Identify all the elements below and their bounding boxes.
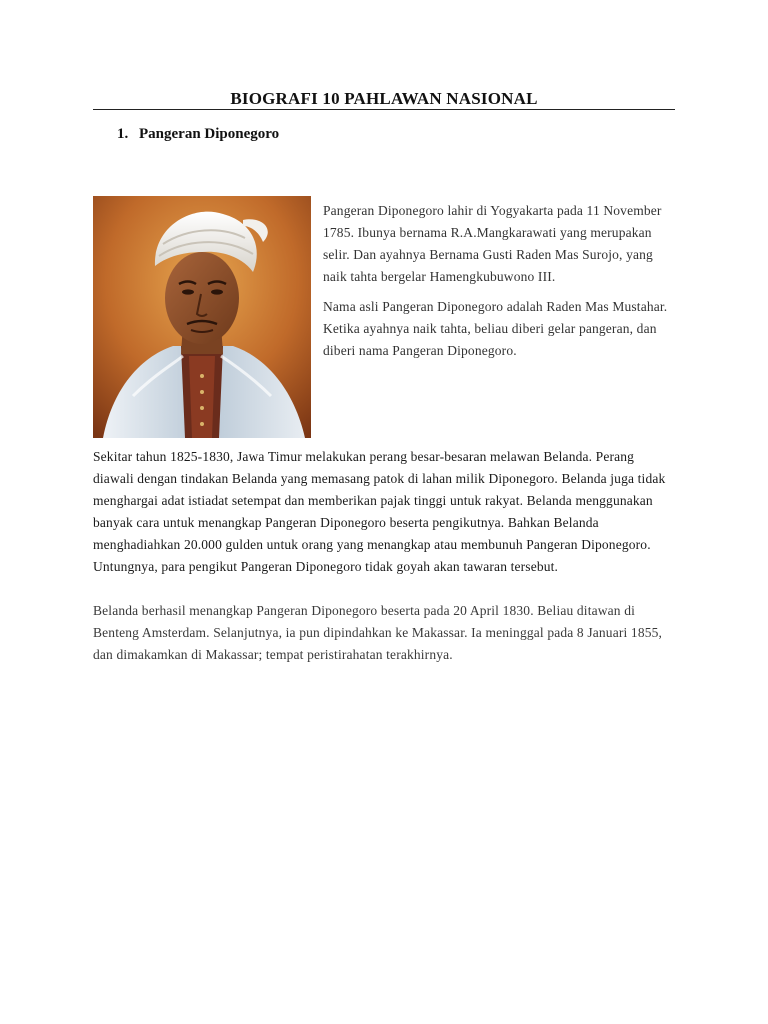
title-divider — [93, 109, 675, 110]
side-paragraph: Nama asli Pangeran Diponegoro adalah Raden Mas Mustahar. Ketika ayahnya naik tahta, beliau diberi gelar pangeran, dan diberi nama Pangeran Diponegoro. — [323, 299, 668, 358]
portrait-painting-icon — [93, 196, 311, 438]
body-text — [93, 446, 677, 666]
portrait-image — [93, 196, 311, 438]
body-paragraph: Belanda berhasil menangkap Pangeran Diponegoro beserta pada 20 April 1830. Beliau ditawan di Benteng Amsterdam. Selanjutnya, ia pun dipindahkan ke Makassar. Ia meninggal pada 8 Januari 1855, dan dimakamkan di Makassar; tempat peristirahatan terakhirnya. — [93, 603, 663, 662]
side-paragraph: Pangeran Diponegoro lahir di Yogyakarta pada 11 November 1785. Ibunya bernama R.A.Mangkarawati yang merupakan selir. Dan ayahnya Bernama Gusti Raden Mas Surojo, yang naik tahta bergelar Hamengkubuwono III. — [323, 203, 662, 284]
section-number: 1. — [117, 126, 129, 142]
section-heading-text: Pangeran Diponegoro — [139, 126, 280, 142]
side-text — [323, 200, 675, 370]
page-title: BIOGRAFI 10 PAHLAWAN NASIONAL — [230, 89, 538, 108]
section-heading — [117, 124, 279, 144]
body-paragraph: Sekitar tahun 1825-1830, Jawa Timur melakukan perang besar-besaran melawan Belanda. Perang diawali dengan tindakan Belanda yang memasang patok di lahan milik Diponegoro. Belanda juga tidak menghargai adat istiadat setempat dan memberikan pajak tinggi untuk rakyat. Belanda menggunakan banyak cara untuk menangkap Pangeran Diponegoro beserta pengikutnya. Bahkan Belanda menghadiahkan 20.000 gulden untuk orang yang menangkap atau membunuh Pangeran Diponegoro. Untungnya, para pengikut Pangeran Diponegoro tidak goyah akan tawaran tersebut. — [93, 449, 666, 574]
